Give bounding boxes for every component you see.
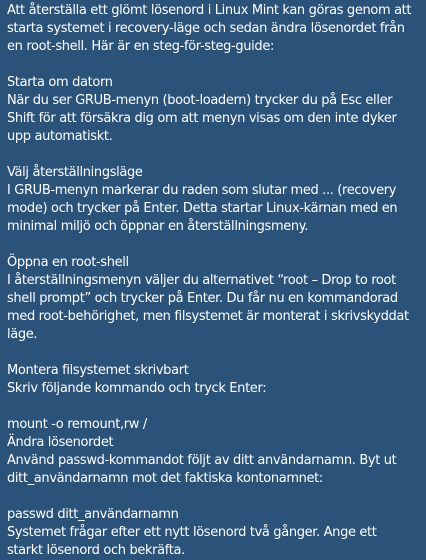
step3-body: I återställningsmenyn väljer du alternativet “root – Drop to root shell prompt” och trycker på Enter. Du får nu en kommandorad med root-behörighet, men filsystemet är monterat i skrivskyddat läge. — [7, 273, 413, 342]
spacer — [7, 236, 416, 254]
spacer — [7, 398, 416, 416]
step1-body: När du ser GRUB-menyn (boot-loadern) trycker du på Esc eller Shift för att försäkra dig om att menyn visas om den inte dyker upp automatiskt. — [7, 93, 401, 144]
spacer — [7, 344, 416, 362]
step4-command: mount -o remount,rw / — [7, 417, 147, 432]
step4-title: Montera filsystemet skrivbart — [7, 363, 189, 378]
step5-command: passwd ditt_användarnamn — [7, 507, 179, 522]
intro-text: Att återställa ett glömt lösenord i Linux Mint kan göras genom att starta systemet i recovery-läge och sedan ändra lösenordet från en root-shell. Här är en steg-för-steg-guide: — [7, 3, 415, 54]
step5-body: Använd passwd-kommandot följt av ditt användarnamn. Byt ut ditt_användarnamn mot det faktiska kontonamnet: — [7, 453, 401, 486]
spacer — [7, 146, 416, 164]
spacer — [7, 56, 416, 74]
step1-title: Starta om datorn — [7, 75, 113, 90]
step5-title: Ändra lösenordet — [7, 435, 114, 450]
spacer — [7, 488, 416, 506]
step3-title: Öppna en root-shell — [7, 255, 129, 270]
step2-title: Välj återställningsläge — [7, 165, 143, 180]
step2-body: I GRUB-menyn markerar du raden som slutar med ... (recovery mode) och trycker på Enter. Detta startar Linux-kärnan med en minimal miljö och öppnar en återställningsmeny. — [7, 183, 402, 234]
step5-after: Systemet frågar efter ett nytt lösenord två gånger. Ange ett starkt lösenord och bekräfta. — [7, 525, 381, 558]
step4-body: Skriv följande kommando och tryck Enter: — [7, 381, 267, 396]
